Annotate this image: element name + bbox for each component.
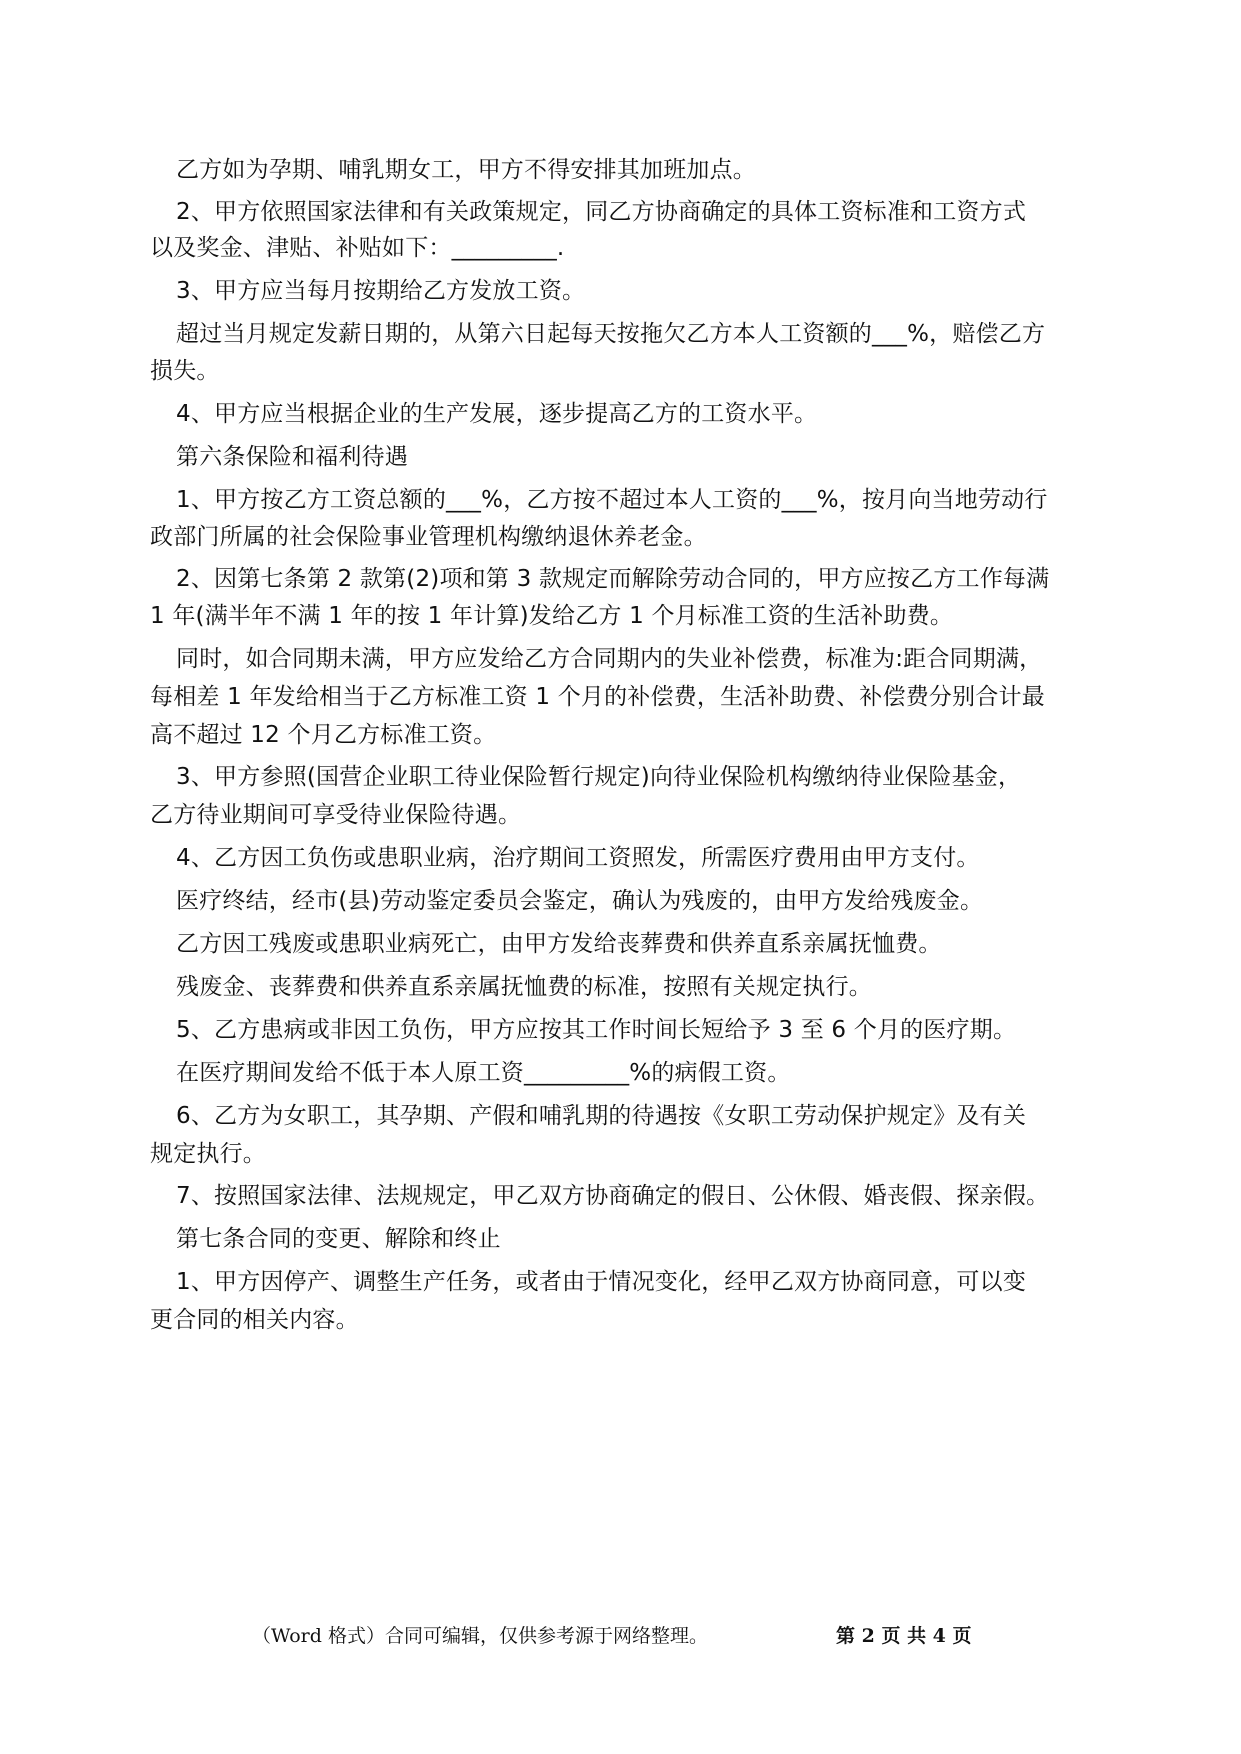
paragraph-line: 1、甲方因停产、调整生产任务，或者由于情况变化，经甲乙双方协商同意，可以变 xyxy=(176,1269,1027,1295)
paragraph-line: 1、甲方按乙方工资总额的___%，乙方按不超过本人工资的___%，按月向当地劳动行 xyxy=(176,487,1048,513)
paragraph-line: 高不超过 12 个月乙方标准工资。 xyxy=(150,722,497,748)
paragraph-line: 损失。 xyxy=(150,358,220,384)
paragraph-line: 乙方如为孕期、哺乳期女工，甲方不得安排其加班加点。 xyxy=(176,157,756,183)
paragraph-line: 4、乙方因工负伤或患职业病，治疗期间工资照发，所需医疗费用由甲方支付。 xyxy=(176,845,980,871)
paragraph-line: 超过当月规定发薪日期的，从第六日起每天按拖欠乙方本人工资额的___%，赔偿乙方 xyxy=(176,321,1046,347)
paragraph-line: 每相差 1 年发给相当于乙方标准工资 1 个月的补偿费，生活补助费、补偿费分别合计最 xyxy=(150,684,1045,710)
paragraph-line: 乙方待业期间可享受待业保险待遇。 xyxy=(150,802,522,828)
paragraph-line: 2、因第七条第 2 款第(2)项和第 3 款规定而解除劳动合同的，甲方应按乙方工作每满 xyxy=(176,566,1050,592)
paragraph-line: 3、甲方参照(国营企业职工待业保险暂行规定)向待业保险机构缴纳待业保险基金， xyxy=(176,764,1022,790)
paragraph-line: 在医疗期间发给不低于本人原工资_________%的病假工资。 xyxy=(176,1060,791,1086)
paragraph-line: 2、甲方依照国家法律和有关政策规定，同乙方协商确定的具体工资标准和工资方式 xyxy=(176,199,1027,225)
paragraph-line: 政部门所属的社会保险事业管理机构缴纳退休养老金。 xyxy=(150,524,707,550)
section-heading: 第六条保险和福利待遇 xyxy=(176,444,408,470)
footer-note: （Word 格式）合同可编辑，仅供参考源于网络整理。 xyxy=(252,1625,708,1647)
paragraph-line: 残废金、丧葬费和供养直系亲属抚恤费的标准，按照有关规定执行。 xyxy=(176,974,872,1000)
paragraph-line: 4、甲方应当根据企业的生产发展，逐步提高乙方的工资水平。 xyxy=(176,401,818,427)
section-heading: 第七条合同的变更、解除和终止 xyxy=(176,1226,501,1252)
paragraph-line: 1 年(满半年不满 1 年的按 1 年计算)发给乙方 1 个月标准工资的生活补助费。 xyxy=(150,603,954,629)
paragraph-line: 同时，如合同期未满，甲方应发给乙方合同期内的失业补偿费，标准为:距合同期满， xyxy=(176,646,1043,672)
paragraph-line: 规定执行。 xyxy=(150,1141,266,1167)
paragraph-line: 7、按照国家法律、法规规定，甲乙双方协商确定的假日、公休假、婚丧假、探亲假。 xyxy=(176,1183,1050,1209)
page-number: 第 2 页 共 4 页 xyxy=(836,1625,972,1647)
paragraph-line: 以及奖金、津贴、补贴如下：_________. xyxy=(150,235,565,261)
paragraph-line: 乙方因工残废或患职业病死亡，由甲方发给丧葬费和供养直系亲属抚恤费。 xyxy=(176,931,942,957)
paragraph-line: 更合同的相关内容。 xyxy=(150,1307,359,1333)
paragraph-line: 医疗终结，经市(县)劳动鉴定委员会鉴定，确认为残废的，由甲方发给残废金。 xyxy=(176,888,984,914)
paragraph-line: 6、乙方为女职工，其孕期、产假和哺乳期的待遇按《女职工劳动保护规定》及有关 xyxy=(176,1103,1027,1129)
paragraph-line: 5、乙方患病或非因工负伤，甲方应按其工作时间长短给予 3 至 6 个月的医疗期。 xyxy=(176,1017,1017,1043)
paragraph-line: 3、甲方应当每月按期给乙方发放工资。 xyxy=(176,278,586,304)
